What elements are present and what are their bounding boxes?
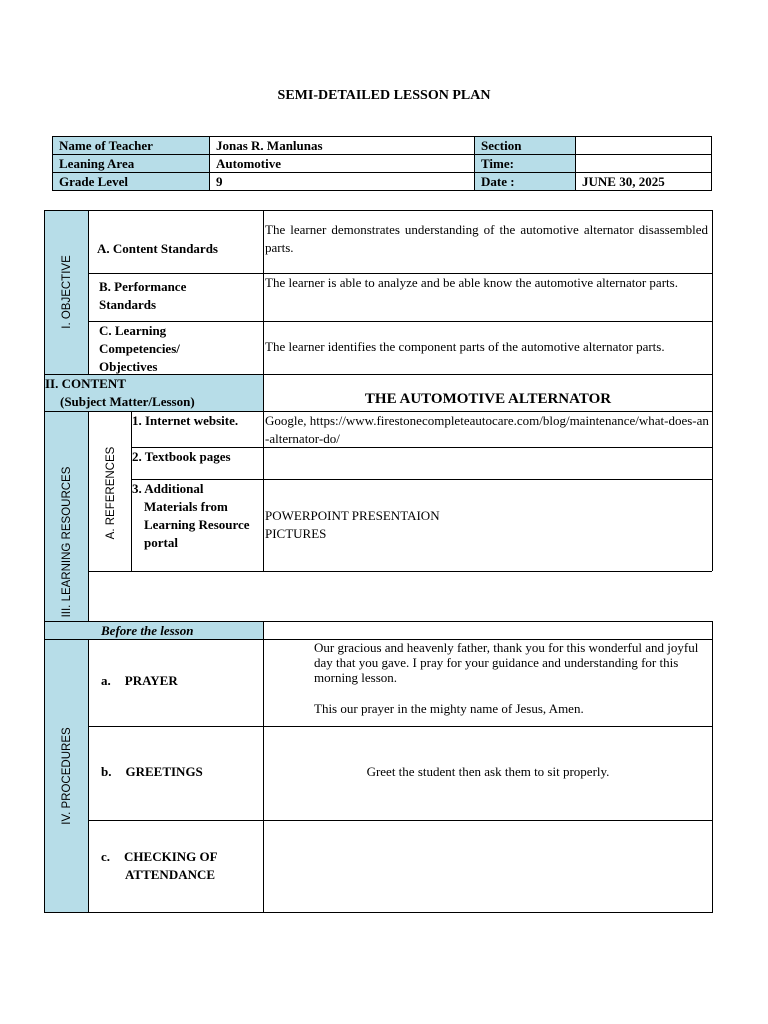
grade-label: Grade Level <box>53 173 210 191</box>
learning-competencies-text: The learner identifies the component parts of the automotive alternator parts. <box>263 321 713 375</box>
additional-materials-text: POWERPOINT PRESENTAION PICTURES <box>263 479 713 572</box>
content-standards-text: The learner demonstrates understanding of the automotive alternator disassembled parts. <box>263 210 713 274</box>
additional-materials-label: 3. Additional Materials from Learning Resource portal <box>131 479 264 572</box>
date-value: JUNE 30, 2025 <box>576 173 712 191</box>
section-value <box>576 137 712 155</box>
content-standards-label: A. Content Standards <box>88 210 264 274</box>
learning-resources-section-cell <box>44 411 89 622</box>
before-lesson-label: Before the lesson <box>44 621 264 640</box>
objective-section-cell <box>44 210 89 375</box>
learning-resources-section-label: III. LEARNING RESOURCES <box>61 466 73 618</box>
attendance-text <box>263 820 713 913</box>
resources-blank-area <box>88 571 713 622</box>
performance-standards-text: The learner is able to analyze and be able know the automotive alternator parts. <box>263 273 713 322</box>
prayer-text: Our gracious and heavenly father, thank you for this wonderful and joyful day that you gave. I pray for your guidance and understanding for this morning lesson. This our prayer in the mighty name of Jesus, Amen. <box>263 639 713 727</box>
grade-value: 9 <box>210 173 475 191</box>
section-label: Section <box>475 137 576 155</box>
before-lesson-blank <box>263 621 713 640</box>
references-cell <box>88 411 132 572</box>
prayer-label: a. PRAYER <box>88 639 264 727</box>
teacher-value: Jonas R. Manlunas <box>210 137 475 155</box>
time-value <box>576 155 712 173</box>
area-label: Leaning Area <box>53 155 210 173</box>
internet-website-text: Google, https://www.firestonecompleteautocare.com/blog/maintenance/what-does-an-alternator-do/ <box>263 411 713 448</box>
procedures-section-cell <box>44 639 89 913</box>
performance-standards-label: B. Performance Standards <box>88 273 264 322</box>
content-label-cell: II. CONTENT (Subject Matter/Lesson) <box>44 374 264 412</box>
textbook-pages-text <box>263 447 713 480</box>
area-value: Automotive <box>210 155 475 173</box>
attendance-label: c. CHECKING OF ATTENDANCE <box>88 820 264 913</box>
lesson-topic: THE AUTOMOTIVE ALTERNATOR <box>263 374 713 412</box>
textbook-pages-label: 2. Textbook pages <box>131 447 264 480</box>
page-title: SEMI-DETAILED LESSON PLAN <box>277 88 491 103</box>
references-label: A. REFERENCES <box>105 446 117 540</box>
greetings-label: b. GREETINGS <box>88 726 264 821</box>
learning-competencies-label: C. Learning Competencies/ Objectives <box>88 321 264 375</box>
greetings-text: Greet the student then ask them to sit properly. <box>263 726 713 821</box>
time-label: Time: <box>475 155 576 173</box>
internet-website-label: 1. Internet website. <box>131 411 264 448</box>
procedures-section-label: IV. PROCEDURES <box>61 727 73 825</box>
teacher-label: Name of Teacher <box>53 137 210 155</box>
objective-section-label: I. OBJECTIVE <box>61 255 73 329</box>
header-table <box>52 136 712 191</box>
date-label: Date : <box>475 173 576 191</box>
